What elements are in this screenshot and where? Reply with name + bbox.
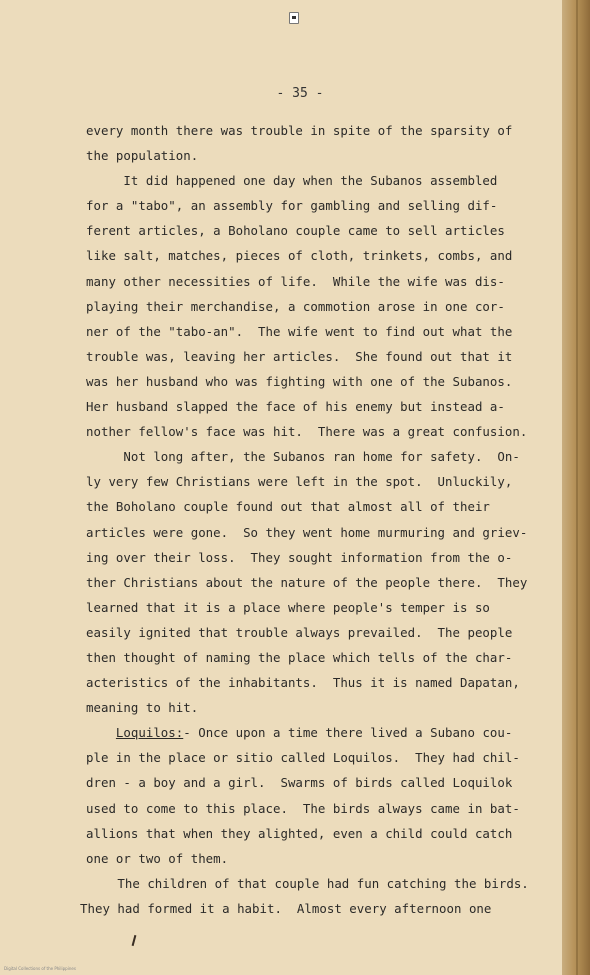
text-line: ther Christians about the nature of the people there. They [86,574,528,590]
text-line: ple in the place or sitio called Loquilos. They had chil- [86,750,520,766]
text-line: ing over their loss. They sought information from the o- [86,549,513,565]
section-heading-line [86,720,538,745]
text-line: The children of that couple had fun catching the birds. [80,875,529,891]
text-line: dren - a boy and a girl. Swarms of birds called Loquilok [86,775,513,791]
text-line: They had formed it a habit. Almost every afternoon one [80,900,492,916]
page-number: - 35 - [276,86,324,101]
text-line: Her husband slapped the face of his enemy but instead a- [86,399,505,415]
text-line: ly very few Christians were left in the spot. Unluckily, [86,474,513,490]
text-line: then thought of naming the place which tells of the char- [86,649,513,665]
text-line: learned that it is a place where people's temper is so [86,599,490,615]
pen-mark [132,935,137,946]
footer-credit: Digital Collections of the Philippines [4,966,76,971]
text-line: like salt, matches, pieces of cloth, trinkets, combs, and [86,248,513,264]
text-line: It did happened one day when the Subanos assembled [86,173,498,189]
text-line: was her husband who was fighting with one of the Subanos. [86,373,513,389]
text-line: trouble was, leaving her articles. She found out that it [86,348,513,364]
text-line: many other necessities of life. While the wife was dis- [86,273,505,289]
text-line: the population. [86,148,199,164]
text-line: acteristics of the inhabitants. Thus it is named Dapatan, [86,675,520,691]
section-heading-text: - Once upon a time there lived a Subano cou- [183,725,513,741]
section-heading-label: Loquilos: [115,725,184,741]
text-line: for a "tabo", an assembly for gambling and selling dif- [86,198,498,214]
text-line: every month there was trouble in spite of the sparsity of [86,123,513,138]
text-line: the Boholano couple found out that almost all of their [86,499,490,515]
spine-edge [576,0,578,975]
text-line: ferent articles, a Boholano couple came to sell articles [86,223,505,239]
text-line: ner of the "tabo-an". The wife went to find out what the [86,323,513,339]
text-line: Not long after, the Subanos ran home for safety. On- [86,449,520,465]
body-text [80,118,538,921]
text-line: easily ignited that trouble always prevailed. The people [86,624,513,640]
text-line: articles were gone. So they went home murmuring and griev- [86,524,528,540]
text-line: playing their merchandise, a commotion arose in one cor- [86,298,505,314]
text-line: used to come to this place. The birds always came in bat- [86,800,520,816]
text-line: one or two of them. [86,850,229,866]
text-line: nother fellow's face was hit. There was a great confusion. [86,424,528,440]
bookmark-tag-icon [289,12,299,24]
text-line: meaning to hit. [86,700,199,716]
text-line: allions that when they alighted, even a child could catch [86,825,513,841]
